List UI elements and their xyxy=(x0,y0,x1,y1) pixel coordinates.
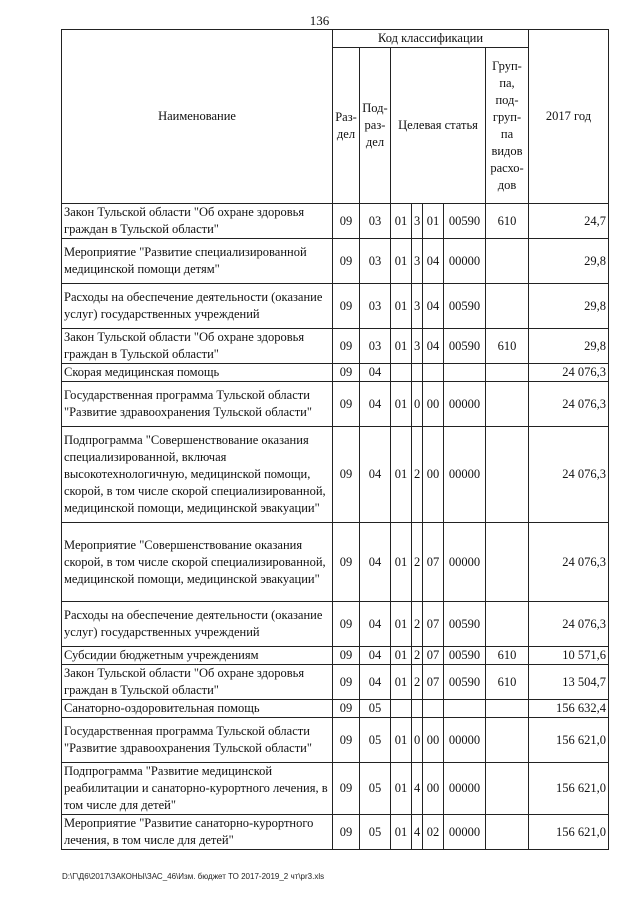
row-target-direction: 00590 xyxy=(444,204,486,239)
row-target-activity: 07 xyxy=(423,647,444,665)
row-target-subprogram: 0 xyxy=(412,718,423,763)
table-row xyxy=(62,204,609,239)
table-row xyxy=(62,602,609,647)
row-amount: 29,8 xyxy=(529,284,609,329)
row-section: 09 xyxy=(333,602,360,647)
row-amount: 29,8 xyxy=(529,239,609,284)
row-target-program xyxy=(391,700,412,718)
row-target-direction xyxy=(444,364,486,382)
row-target-subprogram xyxy=(412,700,423,718)
header-classification: Код классификации xyxy=(333,30,529,48)
row-expense-type: 610 xyxy=(486,204,529,239)
row-expense-type xyxy=(486,284,529,329)
row-target-subprogram: 3 xyxy=(412,329,423,364)
row-expense-type xyxy=(486,602,529,647)
row-expense-type xyxy=(486,523,529,602)
row-target-subprogram: 4 xyxy=(412,815,423,850)
row-target-direction: 00590 xyxy=(444,665,486,700)
row-target-activity: 07 xyxy=(423,665,444,700)
header-subsection: Под- раз- дел xyxy=(360,48,391,204)
row-target-subprogram: 0 xyxy=(412,382,423,427)
table-row xyxy=(62,239,609,284)
row-expense-type xyxy=(486,239,529,284)
row-name: Мероприятие "Развитие специализированной медицинской помощи детям" xyxy=(62,239,333,284)
row-section: 09 xyxy=(333,427,360,523)
row-target-program: 01 xyxy=(391,382,412,427)
row-amount: 24 076,3 xyxy=(529,364,609,382)
row-target-program: 01 xyxy=(391,523,412,602)
row-target-program: 01 xyxy=(391,647,412,665)
table-row xyxy=(62,718,609,763)
table-row xyxy=(62,364,609,382)
row-amount: 24 076,3 xyxy=(529,523,609,602)
row-subsection: 05 xyxy=(360,763,391,815)
row-section: 09 xyxy=(333,815,360,850)
table-row xyxy=(62,815,609,850)
row-target-program: 01 xyxy=(391,763,412,815)
row-target-direction: 00590 xyxy=(444,329,486,364)
file-path-footer: D:\Г\Д6\2017\ЗАКОНЫ\ЗАС_46\Изм. бюджет ТО 2017-2019_2 чт\pr3.xls xyxy=(62,872,325,881)
header-target-article: Целевая статья xyxy=(391,48,486,204)
row-target-activity: 04 xyxy=(423,329,444,364)
row-target-program xyxy=(391,364,412,382)
row-expense-type xyxy=(486,718,529,763)
row-amount: 29,8 xyxy=(529,329,609,364)
table-row xyxy=(62,329,609,364)
row-target-direction: 00590 xyxy=(444,602,486,647)
row-target-activity: 00 xyxy=(423,763,444,815)
row-target-subprogram: 3 xyxy=(412,239,423,284)
row-target-activity: 04 xyxy=(423,284,444,329)
header-name: Наименование xyxy=(62,30,333,204)
row-subsection: 03 xyxy=(360,284,391,329)
row-amount: 156 632,4 xyxy=(529,700,609,718)
row-amount: 13 504,7 xyxy=(529,665,609,700)
row-target-activity: 07 xyxy=(423,523,444,602)
row-subsection: 05 xyxy=(360,718,391,763)
row-target-program: 01 xyxy=(391,239,412,284)
row-amount: 156 621,0 xyxy=(529,718,609,763)
row-target-activity: 01 xyxy=(423,204,444,239)
row-target-direction: 00590 xyxy=(444,284,486,329)
row-subsection: 04 xyxy=(360,382,391,427)
row-target-subprogram: 2 xyxy=(412,602,423,647)
row-subsection: 05 xyxy=(360,700,391,718)
row-section: 09 xyxy=(333,239,360,284)
row-name: Мероприятие "Развитие санаторно-курортного лечения, в том числе для детей" xyxy=(62,815,333,850)
row-name: Санаторно-оздоровительная помощь xyxy=(62,700,333,718)
row-subsection: 04 xyxy=(360,364,391,382)
row-amount: 156 621,0 xyxy=(529,763,609,815)
row-target-activity: 04 xyxy=(423,239,444,284)
row-target-subprogram: 3 xyxy=(412,284,423,329)
row-target-subprogram: 2 xyxy=(412,665,423,700)
row-target-activity: 00 xyxy=(423,382,444,427)
row-target-program: 01 xyxy=(391,427,412,523)
row-amount: 156 621,0 xyxy=(529,815,609,850)
row-section: 09 xyxy=(333,364,360,382)
row-target-direction: 00000 xyxy=(444,815,486,850)
row-target-subprogram: 2 xyxy=(412,427,423,523)
row-expense-type: 610 xyxy=(486,329,529,364)
row-section: 09 xyxy=(333,523,360,602)
row-target-direction: 00000 xyxy=(444,239,486,284)
row-target-program: 01 xyxy=(391,329,412,364)
table-row xyxy=(62,427,609,523)
row-expense-type xyxy=(486,763,529,815)
header-row-top xyxy=(62,30,609,48)
table-row xyxy=(62,284,609,329)
row-name: Государственная программа Тульской области "Развитие здравоохранения Тульской области" xyxy=(62,382,333,427)
row-expense-type xyxy=(486,364,529,382)
row-target-direction xyxy=(444,700,486,718)
table-row xyxy=(62,665,609,700)
row-expense-type: 610 xyxy=(486,647,529,665)
row-name: Закон Тульской области "Об охране здоровья граждан в Тульской области" xyxy=(62,329,333,364)
row-amount: 24 076,3 xyxy=(529,382,609,427)
row-target-activity: 00 xyxy=(423,427,444,523)
row-target-program: 01 xyxy=(391,815,412,850)
row-section: 09 xyxy=(333,284,360,329)
row-expense-type xyxy=(486,427,529,523)
row-subsection: 05 xyxy=(360,815,391,850)
row-section: 09 xyxy=(333,329,360,364)
row-subsection: 04 xyxy=(360,602,391,647)
row-target-activity: 02 xyxy=(423,815,444,850)
row-target-direction: 00000 xyxy=(444,763,486,815)
table-row xyxy=(62,763,609,815)
row-name: Расходы на обеспечение деятельности (оказание услуг) государственных учреждений xyxy=(62,284,333,329)
row-name: Государственная программа Тульской области "Развитие здравоохранения Тульской области" xyxy=(62,718,333,763)
row-subsection: 03 xyxy=(360,329,391,364)
header-section: Раз- дел xyxy=(333,48,360,204)
row-expense-type xyxy=(486,382,529,427)
row-subsection: 03 xyxy=(360,204,391,239)
row-subsection: 04 xyxy=(360,427,391,523)
row-section: 09 xyxy=(333,665,360,700)
row-amount: 10 571,6 xyxy=(529,647,609,665)
row-target-program: 01 xyxy=(391,665,412,700)
table-body xyxy=(62,204,609,850)
row-expense-type xyxy=(486,700,529,718)
table-row xyxy=(62,700,609,718)
row-target-subprogram: 4 xyxy=(412,763,423,815)
row-amount: 24,7 xyxy=(529,204,609,239)
row-target-subprogram: 2 xyxy=(412,523,423,602)
row-section: 09 xyxy=(333,647,360,665)
row-target-subprogram: 2 xyxy=(412,647,423,665)
row-target-activity xyxy=(423,700,444,718)
row-target-subprogram: 3 xyxy=(412,204,423,239)
row-section: 09 xyxy=(333,700,360,718)
row-amount: 24 076,3 xyxy=(529,602,609,647)
header-expense-group: Груп- па, под- груп- па видов расхо- дов xyxy=(486,48,529,204)
row-name: Скорая медицинская помощь xyxy=(62,364,333,382)
row-target-direction: 00000 xyxy=(444,718,486,763)
row-section: 09 xyxy=(333,382,360,427)
row-target-program: 01 xyxy=(391,602,412,647)
row-subsection: 03 xyxy=(360,239,391,284)
row-name: Мероприятие "Совершенствование оказания скорой, в том числе скорой специализированной, медицинской помощи, медицинской эвакуации" xyxy=(62,523,333,602)
row-subsection: 04 xyxy=(360,523,391,602)
row-target-program: 01 xyxy=(391,284,412,329)
budget-table xyxy=(61,29,609,850)
table-row xyxy=(62,523,609,602)
row-section: 09 xyxy=(333,763,360,815)
page-number: 136 xyxy=(309,13,330,28)
row-target-subprogram xyxy=(412,364,423,382)
row-target-direction: 00590 xyxy=(444,647,486,665)
row-name: Подпрограмма "Совершенствование оказания специализированной, включая высокотехнологичную, медицинской помощи, скорой, в том числе скорой специализированной, медицинской помощи, медицинской эвакуации" xyxy=(62,427,333,523)
row-target-direction: 00000 xyxy=(444,427,486,523)
row-name: Закон Тульской области "Об охране здоровья граждан в Тульской области" xyxy=(62,204,333,239)
row-target-activity: 07 xyxy=(423,602,444,647)
table-row xyxy=(62,382,609,427)
row-expense-type: 610 xyxy=(486,665,529,700)
header-year: 2017 год xyxy=(529,30,609,204)
row-section: 09 xyxy=(333,204,360,239)
row-subsection: 04 xyxy=(360,665,391,700)
row-name: Закон Тульской области "Об охране здоровья граждан в Тульской области" xyxy=(62,665,333,700)
row-target-program: 01 xyxy=(391,204,412,239)
row-section: 09 xyxy=(333,718,360,763)
row-target-program: 01 xyxy=(391,718,412,763)
row-subsection: 04 xyxy=(360,647,391,665)
row-target-activity xyxy=(423,364,444,382)
row-name: Расходы на обеспечение деятельности (оказание услуг) государственных учреждений xyxy=(62,602,333,647)
row-expense-type xyxy=(486,815,529,850)
row-name: Субсидии бюджетным учреждениям xyxy=(62,647,333,665)
table-row xyxy=(62,647,609,665)
row-target-activity: 00 xyxy=(423,718,444,763)
row-target-direction: 00000 xyxy=(444,523,486,602)
row-amount: 24 076,3 xyxy=(529,427,609,523)
row-name: Подпрограмма "Развитие медицинской реабилитации и санаторно-курортного лечения, в том числе для детей" xyxy=(62,763,333,815)
row-target-direction: 00000 xyxy=(444,382,486,427)
